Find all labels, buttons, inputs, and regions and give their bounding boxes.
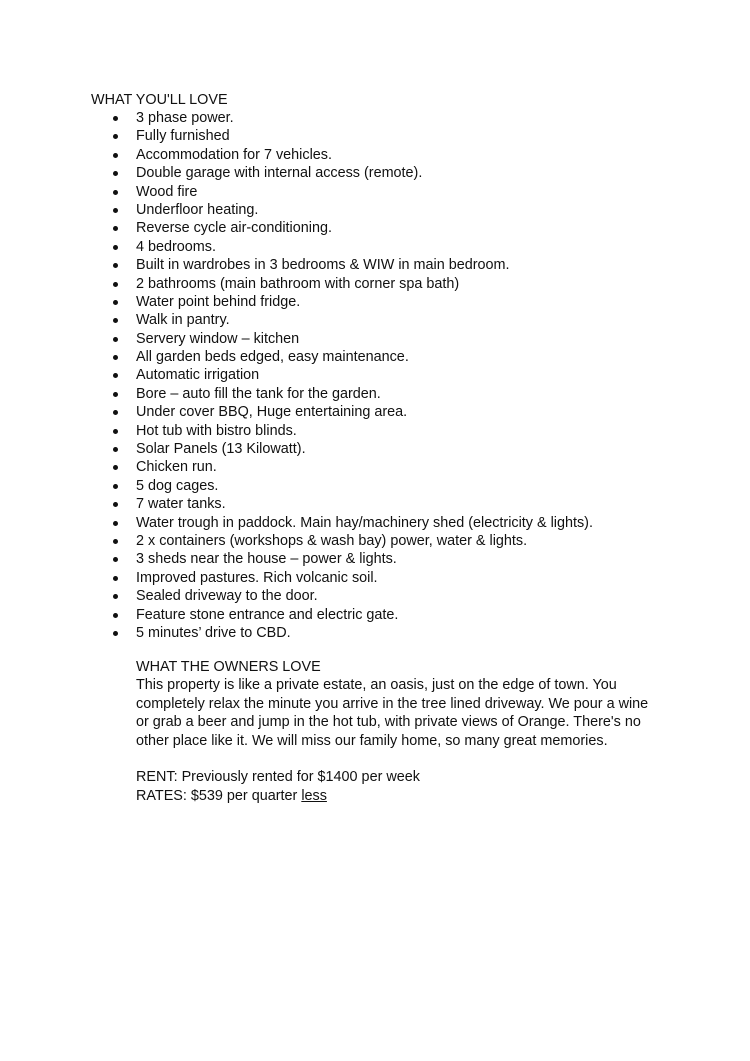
bullet-icon	[113, 153, 118, 158]
feature-text: Improved pastures. Rich volcanic soil.	[136, 569, 378, 586]
feature-text: Fully furnished	[136, 128, 230, 145]
feature-item	[0, 164, 593, 182]
feature-text: Accommodation for 7 vehicles.	[136, 146, 332, 163]
bullet-icon	[113, 208, 118, 213]
feature-text: Water point behind fridge.	[136, 293, 301, 310]
feature-item	[0, 127, 593, 145]
bullet-icon	[113, 282, 118, 287]
bullet-icon	[113, 465, 118, 470]
bullet-icon	[113, 484, 118, 489]
bullet-icon	[113, 355, 118, 360]
feature-item	[0, 458, 593, 476]
bullet-icon	[113, 539, 118, 544]
feature-text: Bore – auto fill the tank for the garden.	[136, 385, 381, 402]
feature-list	[0, 109, 593, 642]
feature-text: Chicken run.	[136, 459, 217, 476]
feature-item	[0, 146, 593, 164]
owners-section	[136, 658, 656, 805]
feature-item	[0, 550, 593, 568]
rent-line: RENT: Previously rented for $1400 per week	[136, 769, 420, 786]
bullet-icon	[113, 576, 118, 581]
feature-text: Hot tub with bistro blinds.	[136, 422, 297, 439]
bullet-icon	[113, 245, 118, 250]
bullet-icon	[113, 392, 118, 397]
bullet-icon	[113, 171, 118, 176]
feature-item	[0, 624, 593, 642]
feature-text: 2 bathrooms (main bathroom with corner spa bath)	[136, 275, 460, 292]
feature-item	[0, 569, 593, 587]
bullet-icon	[113, 447, 118, 452]
feature-item	[0, 275, 593, 293]
feature-text: Reverse cycle air-conditioning.	[136, 220, 332, 237]
feature-item	[0, 477, 593, 495]
feature-text: Water trough in paddock. Main hay/machinery shed (electricity & lights).	[136, 514, 593, 531]
bullet-icon	[113, 116, 118, 121]
feature-text: All garden beds edged, easy maintenance.	[136, 349, 409, 366]
feature-text: Built in wardrobes in 3 bedrooms & WIW in main bedroom.	[136, 257, 510, 274]
feature-text: Solar Panels (13 Kilowatt).	[136, 441, 306, 458]
feature-item	[0, 495, 593, 513]
feature-item	[0, 403, 593, 421]
feature-text: Automatic irrigation	[136, 367, 260, 384]
feature-item	[0, 422, 593, 440]
rates-text: RATES: $539 per quarter	[136, 787, 298, 804]
feature-text: Under cover BBQ, Huge entertaining area.	[136, 404, 408, 421]
feature-text: Servery window – kitchen	[136, 330, 300, 347]
owners-text: This property is like a private estate, an oasis, just on the edge of town. You completely relax the minute you arrive in the tree lined driveway. We pour a wine or grab a beer and jump in the hot tub, with private views of Orange. There's no other place like it. We will miss our family home, so many great memories.	[136, 677, 649, 749]
bullet-icon	[113, 134, 118, 139]
feature-text: 2 x containers (workshops & wash bay) power, water & lights.	[136, 532, 528, 549]
owners-heading: WHAT THE OWNERS LOVE	[136, 659, 321, 675]
feature-item	[0, 256, 593, 274]
bullet-icon	[113, 613, 118, 618]
feature-item	[0, 109, 593, 127]
feature-item	[0, 348, 593, 366]
feature-text: 7 water tanks.	[136, 496, 226, 513]
bullet-icon	[113, 337, 118, 342]
bullet-icon	[113, 318, 118, 323]
rates-line	[136, 787, 656, 805]
feature-text: Walk in pantry.	[136, 312, 230, 329]
feature-text: Sealed driveway to the door.	[136, 588, 318, 605]
bullet-icon	[113, 594, 118, 599]
feature-text: 3 sheds near the house – power & lights.	[136, 551, 397, 568]
bullet-icon	[113, 263, 118, 268]
feature-item	[0, 366, 593, 384]
feature-text: Wood fire	[136, 183, 198, 200]
feature-item	[0, 183, 593, 201]
feature-item	[0, 514, 593, 532]
feature-text: Feature stone entrance and electric gate.	[136, 606, 399, 623]
feature-text: 3 phase power.	[136, 110, 234, 126]
feature-text: 5 dog cages.	[136, 477, 219, 494]
feature-item	[0, 219, 593, 237]
bullet-icon	[113, 373, 118, 378]
less-link[interactable]: less	[301, 787, 327, 804]
bullet-icon	[113, 410, 118, 415]
feature-text: Double garage with internal access (remote).	[136, 165, 423, 182]
bullet-icon	[113, 300, 118, 305]
bullet-icon	[113, 502, 118, 507]
feature-item	[0, 385, 593, 403]
feature-item	[0, 311, 593, 329]
feature-item	[0, 238, 593, 256]
feature-item	[0, 293, 593, 311]
bullet-icon	[113, 429, 118, 434]
bullet-icon	[113, 190, 118, 195]
feature-item	[0, 440, 593, 458]
bullet-icon	[113, 557, 118, 562]
feature-text: 5 minutes’ drive to CBD.	[136, 624, 291, 641]
bullet-icon	[113, 631, 118, 636]
feature-item	[0, 587, 593, 605]
feature-item	[0, 532, 593, 550]
feature-text: Underfloor heating.	[136, 201, 259, 218]
love-heading: WHAT YOU'LL LOVE	[91, 92, 228, 108]
feature-item	[0, 606, 593, 624]
feature-text: 4 bedrooms.	[136, 238, 216, 255]
bullet-icon	[113, 521, 118, 526]
section-spacer	[136, 750, 656, 768]
bullet-icon	[113, 226, 118, 231]
feature-item	[0, 201, 593, 219]
feature-item	[0, 330, 593, 348]
